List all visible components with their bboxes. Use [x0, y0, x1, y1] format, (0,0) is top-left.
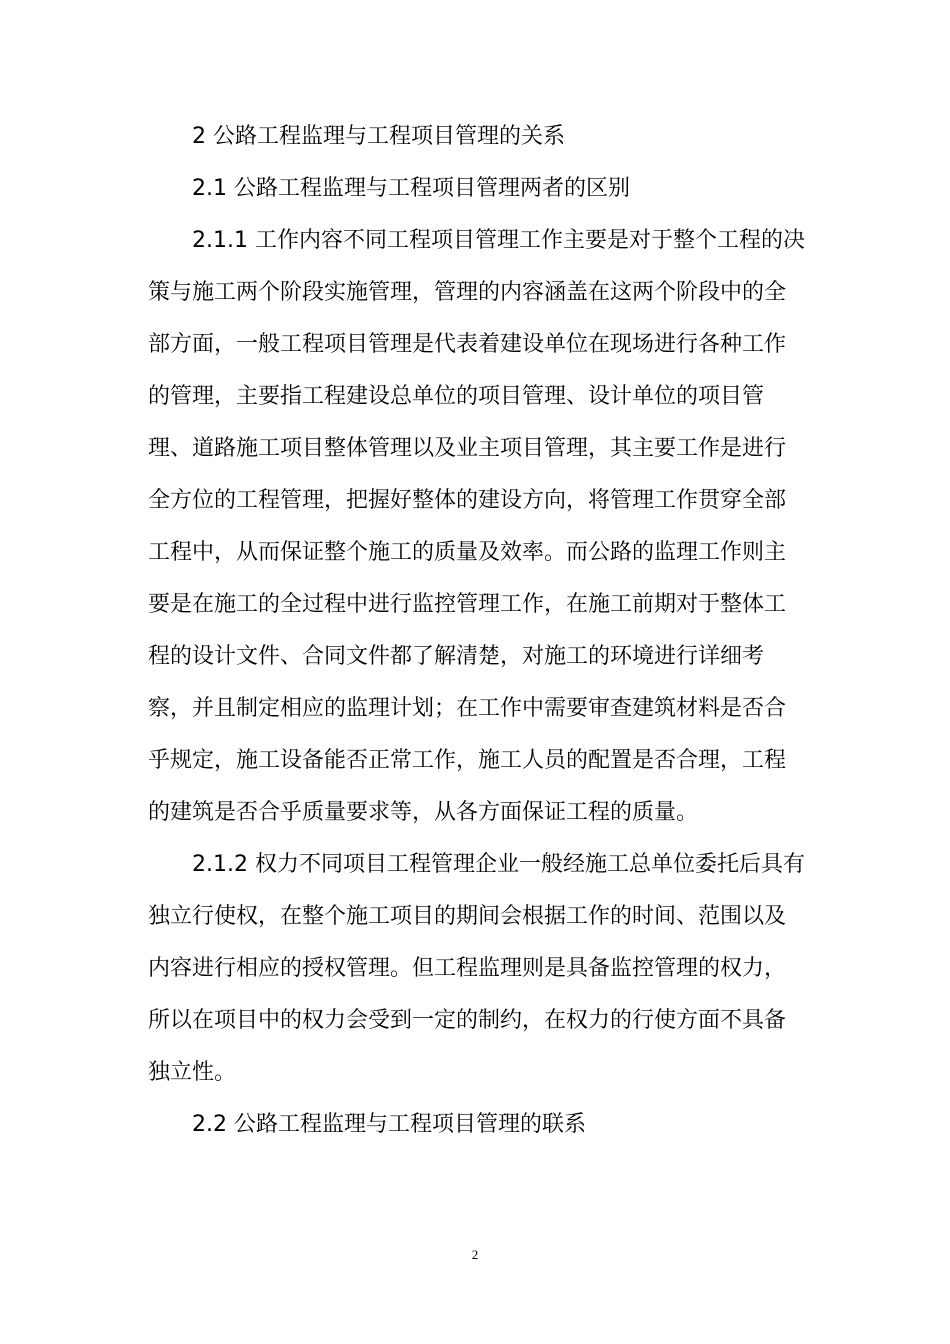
paragraph-2-1-1-line: 乎规定，施工设备能否正常工作，施工人员的配置是否合理，工程 — [148, 748, 787, 773]
paragraph-2-1-1-line: 程的设计文件、合同文件都了解清楚，对施工的环境进行详细考 — [148, 644, 765, 669]
page-number: 2 — [471, 1247, 479, 1262]
section-heading-2-1: 2.1 公路工程监理与工程项目管理两者的区别 — [192, 176, 630, 201]
paragraph-2-1-1-line: 的管理，主要指工程建设总单位的项目管理、设计单位的项目管 — [148, 384, 765, 409]
paragraph-2-1-1-line: 全方位的工程管理，把握好整体的建设方向，将管理工作贯穿全部 — [148, 488, 787, 513]
section-heading-2-2: 2.2 公路工程监理与工程项目管理的联系 — [192, 1112, 586, 1137]
paragraph-2-1-1-line: 策与施工两个阶段实施管理，管理的内容涵盖在这两个阶段中的全 — [148, 280, 787, 305]
paragraph-2-1-1-line: 部方面，一般工程项目管理是代表着建设单位在现场进行各种工作 — [148, 332, 787, 357]
paragraph-2-1-1-line: 要是在施工的全过程中进行监控管理工作，在施工前期对于整体工 — [148, 592, 787, 617]
paragraph-2-1-2-line: 2.1.2 权力不同项目工程管理企业一般经施工总单位委托后具有 — [192, 852, 805, 877]
paragraph-2-1-1-line: 理、道路施工项目整体管理以及业主项目管理，其主要工作是进行 — [148, 436, 787, 461]
paragraph-2-1-2-line: 独立行使权，在整个施工项目的期间会根据工作的时间、范围以及 — [148, 904, 787, 929]
paragraph-2-1-2-line: 所以在项目中的权力会受到一定的制约，在权力的行使方面不具备 — [148, 1008, 787, 1033]
paragraph-2-1-1-line: 察，并且制定相应的监理计划；在工作中需要审查建筑材料是否合 — [148, 696, 787, 721]
paragraph-2-1-2-line: 内容进行相应的授权管理。但工程监理则是具备监控管理的权力， — [148, 956, 787, 981]
paragraph-2-1-1-line: 的建筑是否合乎质量要求等，从各方面保证工程的质量。 — [148, 800, 699, 825]
section-heading-2: 2 公路工程监理与工程项目管理的关系 — [192, 124, 565, 149]
paragraph-2-1-1-line: 工程中，从而保证整个施工的质量及效率。而公路的监理工作则主 — [148, 540, 787, 565]
paragraph-2-1-1-line: 2.1.1 工作内容不同工程项目管理工作主要是对于整个工程的决 — [192, 228, 805, 253]
paragraph-2-1-2-line: 独立性。 — [148, 1060, 237, 1085]
